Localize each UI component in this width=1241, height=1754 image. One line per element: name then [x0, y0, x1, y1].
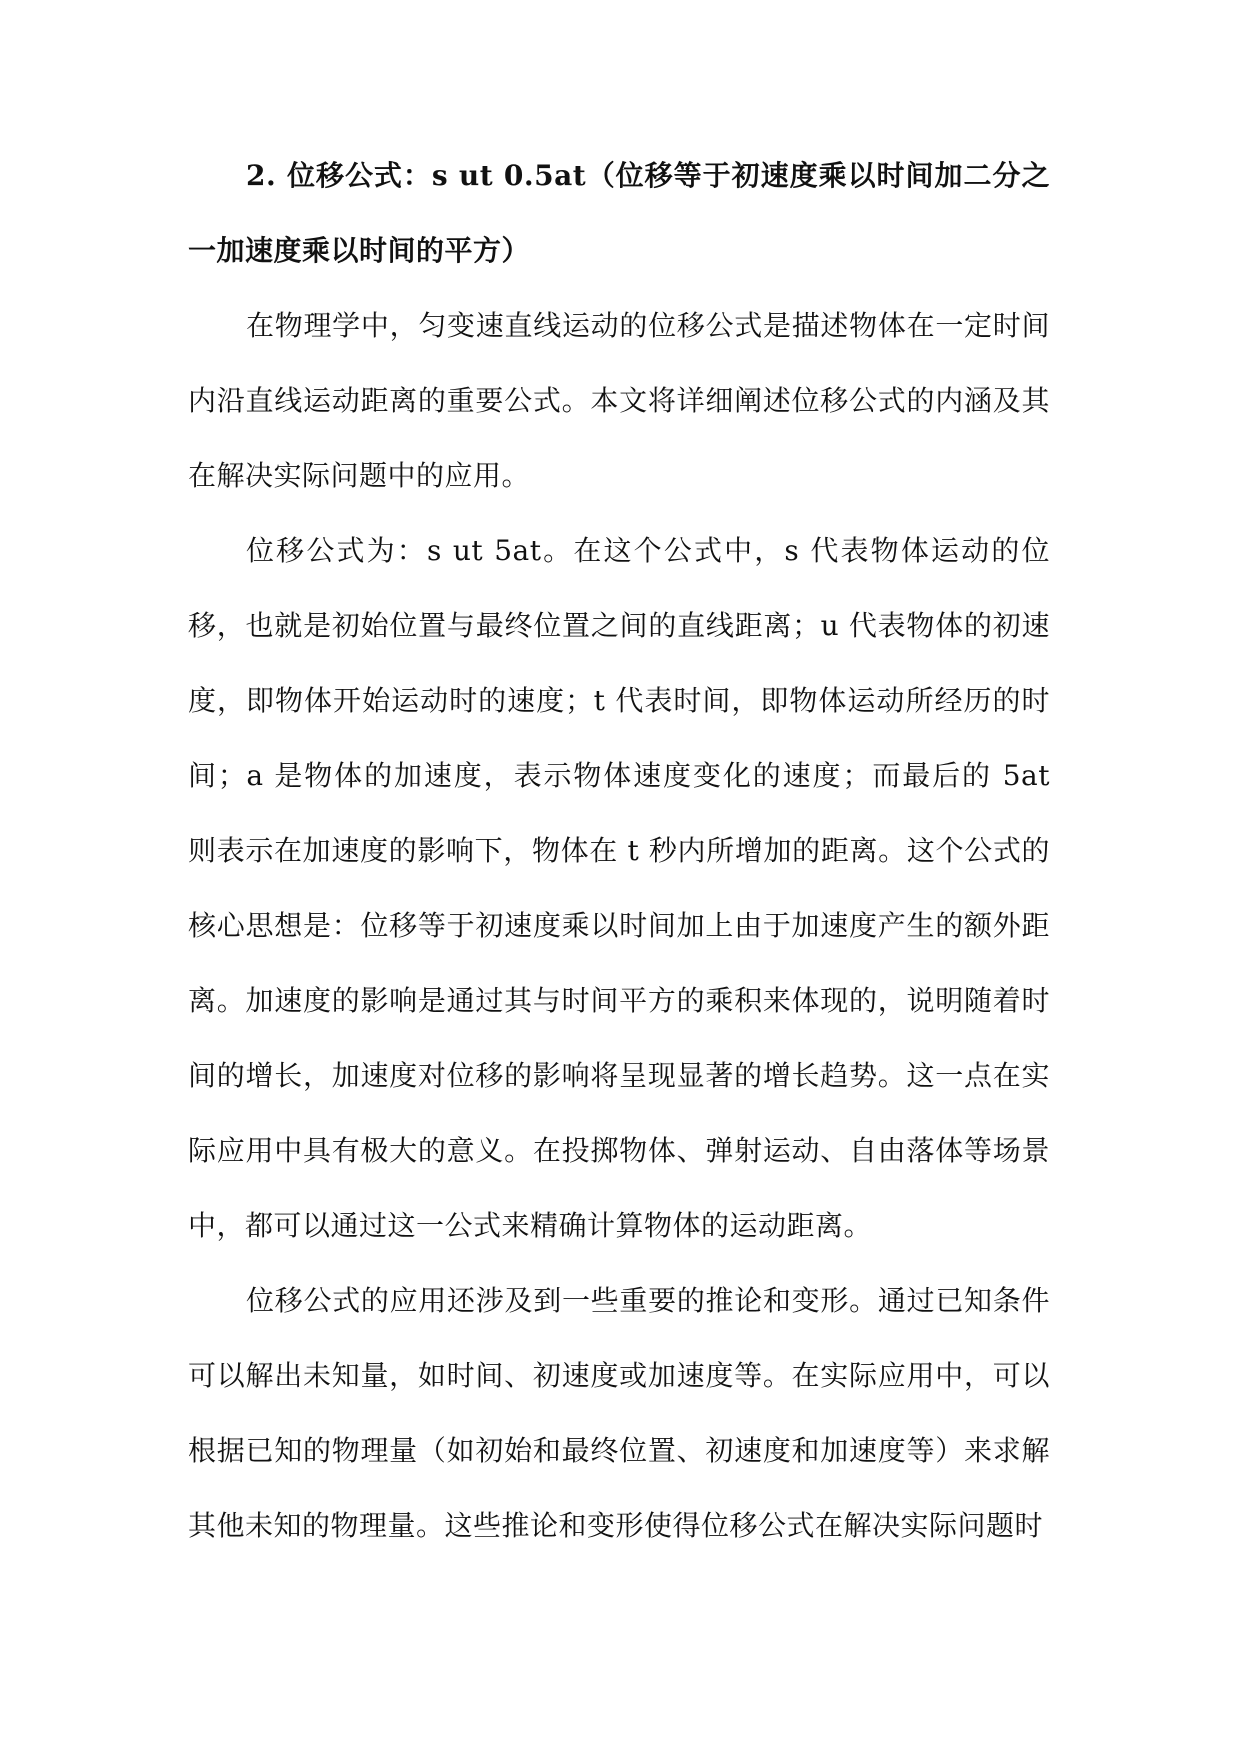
section-heading: 2. 位移公式：s ut 0.5at（位移等于初速度乘以时间加二分之一加速度乘以时间的平方） — [188, 159, 1050, 267]
paragraph-formula-explanation: 位移公式为：s ut 5at。在这个公式中，s 代表物体运动的位移，也就是初始位置与最终位置之间的直线距离；u 代表物体的初速度，即物体开始运动时的速度；t 代表时间，即物体运动所经历的时间；a 是物体的加速度，表示物体速度变化的速度；而最后的 5at 则表示在加速度的影响下，物体在 t 秒内所增加的距离。这个公式的核心思想是：位移等于初速度乘以时间加上由于加速度产生的额外距离。加速度的影响是通过其与时间平方的乘积来体现的，说明随着时间的增长，加速度对位移的影响将呈现显著的增长趋势。这一点在实际应用中具有极大的意义。在投掷物体、弹射运动、自由落体等场景中，都可以通过这一公式来精确计算物体的运动距离。 — [188, 534, 1050, 1242]
paragraph-intro: 在物理学中，匀变速直线运动的位移公式是描述物体在一定时间内沿直线运动距离的重要公式。本文将详细阐述位移公式的内涵及其在解决实际问题中的应用。 — [188, 309, 1050, 492]
document-body — [188, 138, 1050, 1563]
paragraph-applications: 位移公式的应用还涉及到一些重要的推论和变形。通过已知条件可以解出未知量，如时间、初速度或加速度等。在实际应用中，可以根据已知的物理量（如初始和最终位置、初速度和加速度等）来求解其他未知的物理量。这些推论和变形使得位移公式在解决实际问题时 — [188, 1284, 1050, 1542]
